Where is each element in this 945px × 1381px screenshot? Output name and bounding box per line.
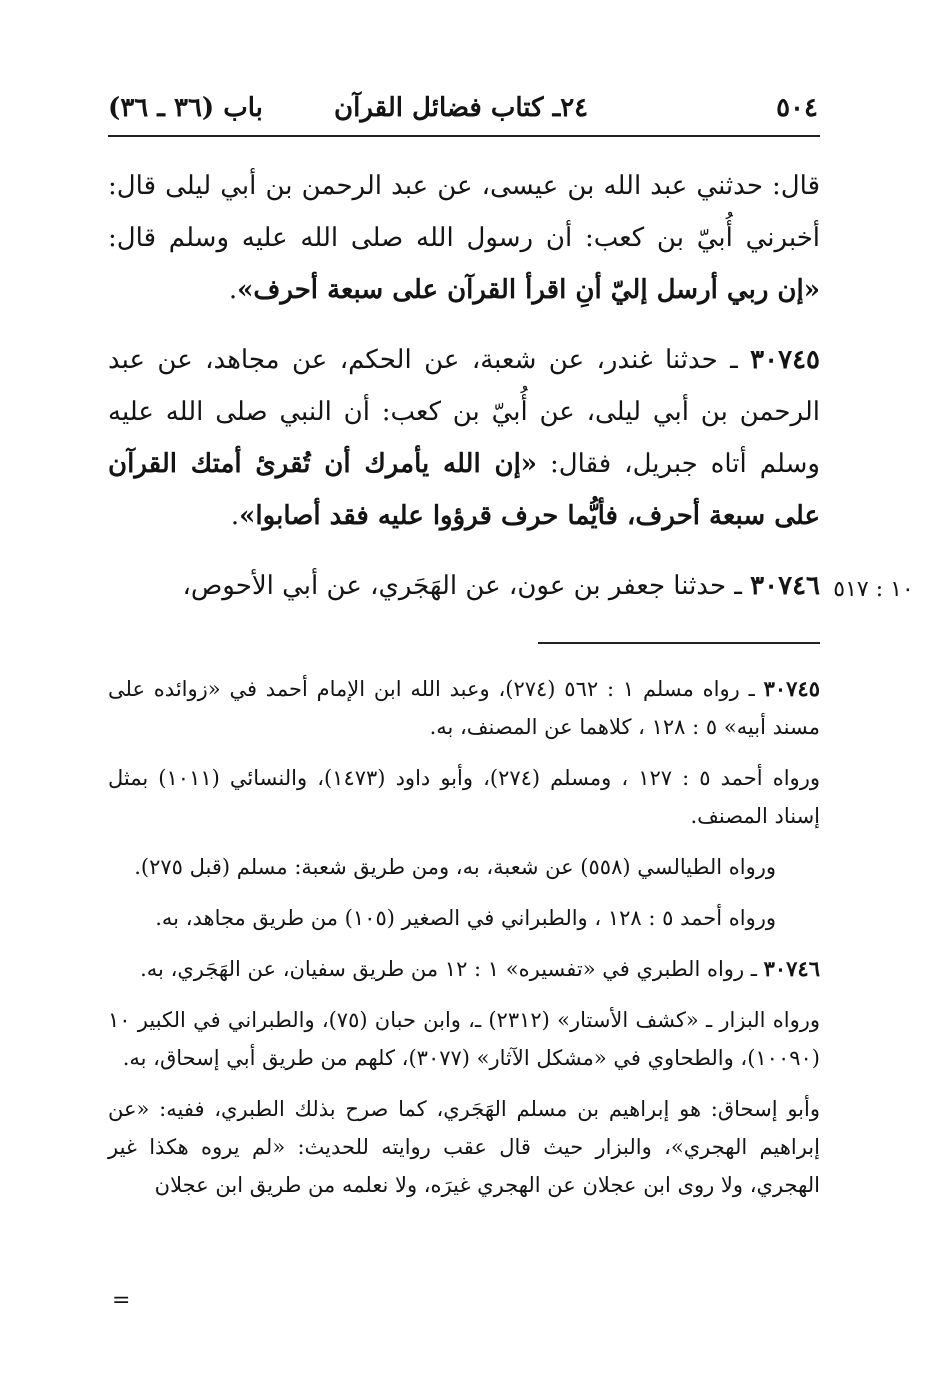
footnote-line: ورواه الطيالسي (٥٥٨) عن شعبة، به، ومن طريق شعبة: مسلم (قبل ٢٧٥).: [134, 855, 776, 879]
period: .: [228, 275, 238, 305]
hadith-number: ٣٠٧٤٦: [750, 571, 820, 601]
narration-text: ـ حدثنا جعفر بن عون، عن الهَجَري، عن أبي الأحوص،: [182, 571, 751, 601]
hadith-30745: [108, 334, 820, 542]
footnote-30745: [108, 670, 820, 746]
prophetic-quote: «إن ربي أرسل إليّ أنِ اقرأ القرآن على سبعة أحرف»: [237, 275, 820, 305]
footnote-text: ـ رواه مسلم ١ : ٥٦٢ (٢٧٤)، وعبد الله ابن الإمام أحمد في «زوائده على مسند أبيه» ٥ : ١٢٨ ، كلاهما عن المصنف، به.: [108, 677, 820, 739]
footnote-30746: [108, 950, 820, 988]
hadith-30746: [108, 560, 820, 612]
page-number: ٥٠٤: [776, 93, 818, 123]
book-title: ٢٤ـ كتاب فضائل القرآن: [334, 93, 589, 123]
period: .: [230, 501, 240, 531]
hadith-continuation: [108, 160, 820, 316]
continuation-mark: =: [112, 1288, 131, 1313]
hadith-number: ٣٠٧٤٥: [750, 345, 820, 375]
header-rule: [108, 135, 820, 137]
footnote-text: ـ رواه الطبري في «تفسيره» ١ : ١٢ من طريق سفيان، عن الهَجَري، به.: [140, 957, 764, 981]
footnote-number: ٣٠٧٤٥: [763, 676, 820, 701]
footnotes: [108, 670, 820, 1204]
narration-text: ـ حدثنا غندر، عن شعبة، عن الحكم، عن مجاهد، عن عبد الرحمن بن أبي ليلى، عن أُبيّ بن كعب: أن النبي صلى الله عليه وسلم أتاه جبريل، فقال:: [108, 345, 820, 479]
footnote-line: وأبو إسحاق: هو إبراهيم بن مسلم الهَجَري، كما صرح بذلك الطبري، ففيه: «عن إبراهيم الهجري»، والبزار حيث قال عقب روايته للحديث: «لم يروه هكذا غير الهجري، ولا روى ابن عجلان عن الهجري غيرَه، ولا نعلمه من طريق ابن عجلان: [108, 1097, 820, 1197]
main-text: [108, 160, 820, 612]
footnote-number: ٣٠٧٤٦: [763, 956, 820, 981]
footnote-line: ورواه أحمد ٥ : ١٢٧ ، ومسلم (٢٧٤)، وأبو داود (١٤٧٣)، والنسائي (١٠١١) بمثل إسناد المصنف.: [108, 766, 820, 828]
narration-text: قال: حدثني عبد الله بن عيسى، عن عبد الرحمن بن أبي ليلى قال: أخبرني أُبيّ بن كعب: أن رسول الله صلى الله عليه وسلم قال:: [108, 171, 820, 253]
running-header: [108, 88, 820, 128]
prophetic-quote: «إن الله يأمرك أن تُقرئ أمتك القرآن على سبعة أحرف، فأيُّما حرف قرؤوا عليه فقد أصابوا»: [108, 449, 820, 531]
footnote-separator: [538, 642, 820, 644]
chapter-label: باب (٣٦ ـ ٣٦): [108, 93, 263, 123]
footnote-line: ورواه أحمد ٥ : ١٢٨ ، والطبراني في الصغير (١٠٥) من طريق مجاهد، به.: [155, 906, 776, 930]
footnote-line: ورواه البزار ـ «كشف الأستار» (٢٣١٢) ـ، وابن حبان (٧٥)، والطبراني في الكبير ١٠ (١٠٠٩٠)، والطحاوي في «مشكل الآثار» (٣٠٧٧)، كلهم من طريق أبي إسحاق، به.: [108, 1008, 820, 1070]
margin-reference: ١٠ : ٥١٧: [833, 577, 914, 602]
